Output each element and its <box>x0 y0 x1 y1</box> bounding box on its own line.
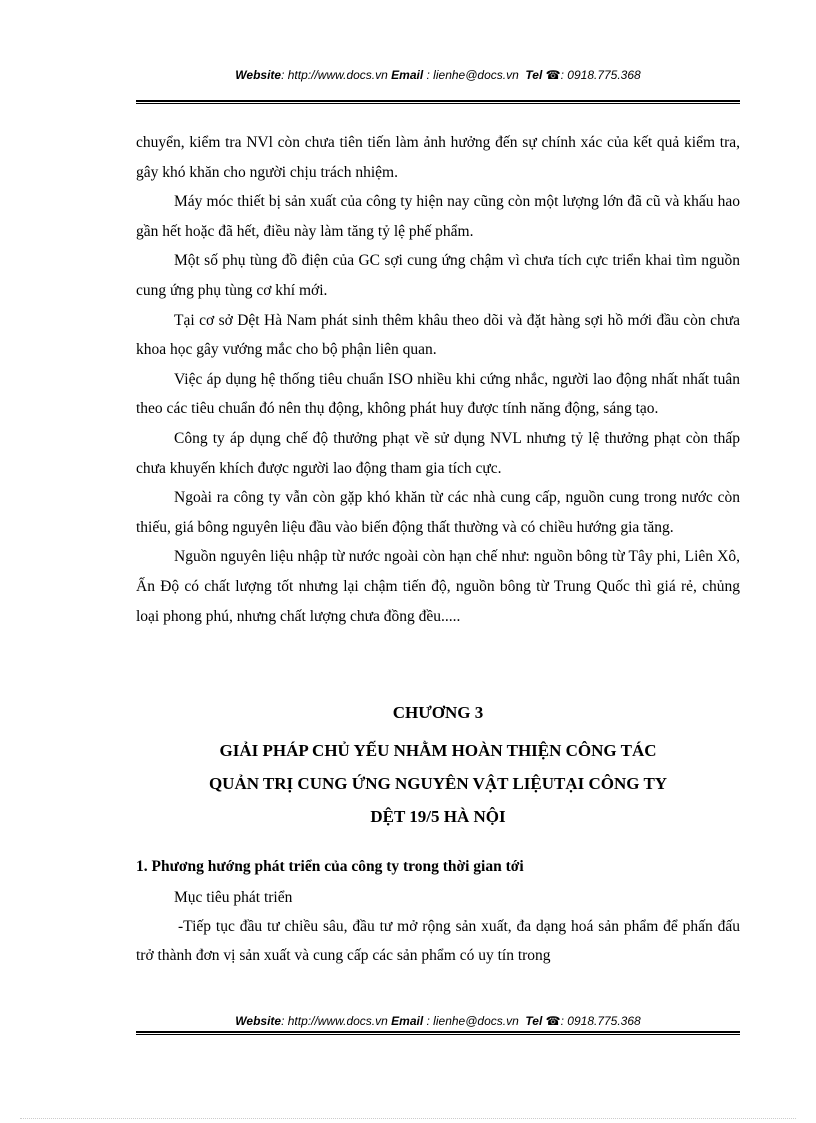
footer-website-value: : http://www.docs.vn <box>281 1014 388 1028</box>
header-rule <box>136 100 740 104</box>
section-subheading: Mục tiêu phát triển <box>174 889 293 906</box>
chapter-title-line-3: DỆT 19/5 HÀ NỘI <box>370 807 506 826</box>
footer-tel-value: : 0918.775.368 <box>560 1014 641 1028</box>
page-bottom-divider <box>20 1118 796 1119</box>
header-website-label: Website <box>235 68 282 82</box>
paragraph-7: Ngoài ra công ty vẫn còn gặp khó khăn từ các nhà cung cấp, nguồn cung trong nước còn thiếu, giá bông nguyên liệu đầu vào biến động thất thường và có chiều hướng gia tăng. <box>136 489 740 536</box>
paragraph-2: Máy móc thiết bị sản xuất của công ty hiện nay cũng còn một lượng lớn đã cũ và khấu hao gần hết hoặc đã hết, điều này làm tăng tỷ lệ phế phẩm. <box>136 193 740 240</box>
page-footer <box>136 1014 740 1028</box>
footer-email-label: Email <box>391 1014 424 1028</box>
chapter-title-line-1: GIẢI PHÁP CHỦ YẾU NHẰM HOÀN THIỆN CÔNG TÁC <box>219 741 657 760</box>
paragraph-1: chuyển, kiểm tra NVl còn chưa tiên tiến làm ảnh hưởng đến sự chính xác của kết quả kiểm tra, gây khó khăn cho người chịu trách nhiệm. <box>136 134 740 181</box>
paragraph-8: Nguồn nguyên liệu nhập từ nước ngoài còn hạn chế như: nguồn bông từ Tây phi, Liên Xô, Ấn Độ có chất lượng tốt nhưng lại chậm tiến độ, nguồn bông từ Trung Quốc thì giá rẻ, chủng loại phong phú, nhưng chất lượng chưa đồng đều..... <box>136 548 740 625</box>
chapter-number: CHƯƠNG 3 <box>392 703 484 722</box>
header-website-value: : http://www.docs.vn <box>281 68 388 82</box>
header-tel-label: Tel <box>525 68 543 82</box>
telephone-icon: ☎ <box>545 68 561 82</box>
chapter-title-line-2: QUẢN TRỊ CUNG ỨNG NGUYÊN VẬT LIỆUTẠI CÔNG TY <box>208 774 668 793</box>
header-tel-value: : 0918.775.368 <box>560 68 641 82</box>
paragraph-6: Công ty áp dụng chế độ thưởng phạt về sử dụng NVL nhưng tỷ lệ thưởng phạt còn thấp chưa khuyến khích được người lao động tham gia tích cực. <box>136 429 740 477</box>
section-paragraph: -Tiếp tục đầu tư chiều sâu, đầu tư mở rộng sản xuất, đa dạng hoá sản phẩm để phấn đấu trở thành đơn vị sản xuất và cung cấp các sản phẩm có uy tín trong <box>136 918 740 964</box>
footer-website-label: Website <box>235 1014 282 1028</box>
paragraph-4: Tại cơ sở Dệt Hà Nam phát sinh thêm khâu theo dõi và đặt hàng sợi hồ mới đầu còn chưa khoa học gây vướng mắc cho bộ phận liên quan. <box>136 311 740 359</box>
page-header <box>136 68 740 82</box>
paragraph-5: Việc áp dụng hệ thống tiêu chuẩn ISO nhiều khi cứng nhắc, người lao động nhất nhất tuân theo các tiêu chuẩn đó nên thụ động, không phát huy được tính năng động, sáng tạo. <box>136 370 740 418</box>
section-heading: 1. Phương hướng phát triển của công ty trong thời gian tới <box>136 858 524 875</box>
paragraph-3: Một số phụ tùng đồ điện của GC sợi cung ứng chậm vì chưa tích cực triển khai tìm nguồn cung ứng phụ tùng cơ khí mới. <box>136 252 740 299</box>
header-email-label: Email <box>391 68 424 82</box>
telephone-icon: ☎ <box>545 1014 561 1028</box>
header-email-value: : lienhe@docs.vn <box>426 68 519 82</box>
chapter-title <box>136 734 740 833</box>
footer-tel-label: Tel <box>525 1014 543 1028</box>
section-body <box>136 883 740 970</box>
body-text <box>136 128 740 631</box>
footer-email-value: : lienhe@docs.vn <box>426 1014 519 1028</box>
footer-rule <box>136 1031 740 1035</box>
